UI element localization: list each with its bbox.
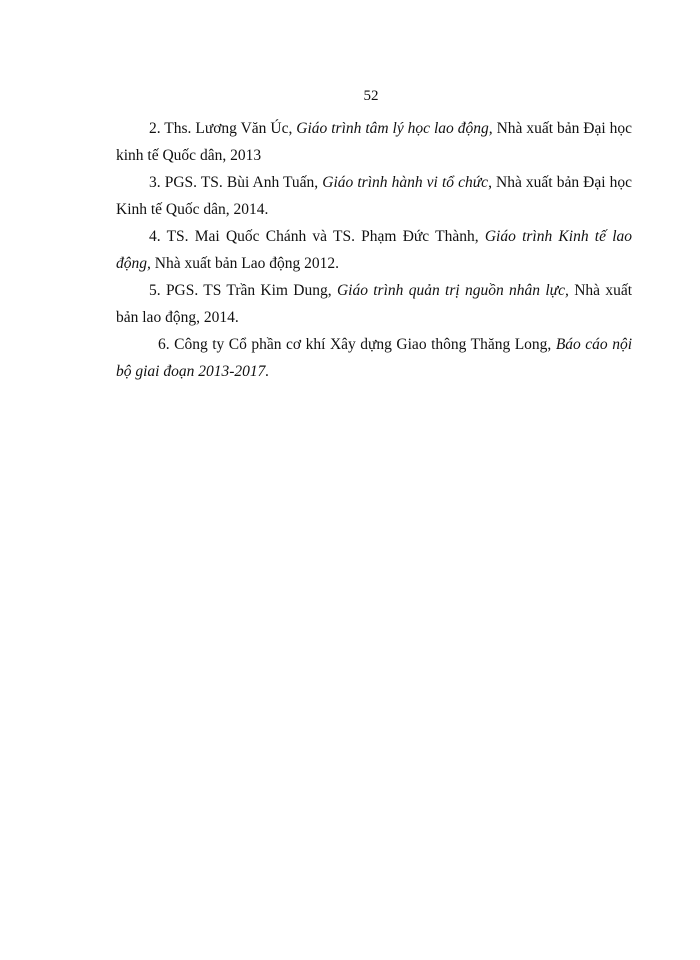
reference-item bbox=[116, 115, 632, 169]
reference-publisher: , Nhà xuất bản Đại học Kinh tế Quốc dân, 2014. bbox=[116, 174, 633, 218]
reference-publisher: Nhà xuất bản lao động, 2014. bbox=[116, 282, 633, 326]
reference-author: PGS. TS Trần Kim Dung, bbox=[165, 282, 332, 299]
reference-title: Giáo trình hành vi tổ chức bbox=[322, 174, 489, 191]
reference-publisher: Nhà xuất bản Đại học kinh tế Quốc dân, 2013 bbox=[116, 120, 632, 164]
reference-number: 6. bbox=[158, 336, 170, 353]
reference-publisher: Nhà xuất bản Lao động 2012. bbox=[154, 255, 339, 272]
reference-number: 2. bbox=[149, 120, 161, 137]
reference-author: PGS. TS. Bùi Anh Tuấn, bbox=[164, 174, 319, 191]
reference-item bbox=[116, 223, 632, 277]
reference-number: 3. bbox=[149, 174, 161, 191]
reference-item bbox=[116, 331, 632, 385]
reference-author: Ths. Lương Văn Úc, bbox=[164, 120, 293, 137]
reference-title: Báo cáo nội bộ giai đoạn 2013-2017. bbox=[116, 336, 633, 380]
reference-title: Giáo trình tâm lý học lao động, bbox=[296, 120, 493, 137]
reference-item bbox=[116, 277, 632, 331]
reference-title: Giáo trình quản trị nguồn nhân lực, bbox=[336, 282, 569, 299]
reference-number: 5. bbox=[149, 282, 161, 299]
reference-author: TS. Mai Quốc Chánh và TS. Phạm Đức Thành, bbox=[166, 228, 479, 245]
reference-title: Giáo trình Kinh tế lao động, bbox=[116, 228, 633, 272]
reference-item bbox=[116, 169, 632, 223]
page-number: 52 bbox=[363, 88, 379, 104]
reference-author: Công ty Cổ phần cơ khí Xây dựng Giao thông Thăng Long, bbox=[174, 336, 552, 353]
reference-number: 4. bbox=[149, 228, 161, 245]
reference-list bbox=[116, 115, 632, 385]
